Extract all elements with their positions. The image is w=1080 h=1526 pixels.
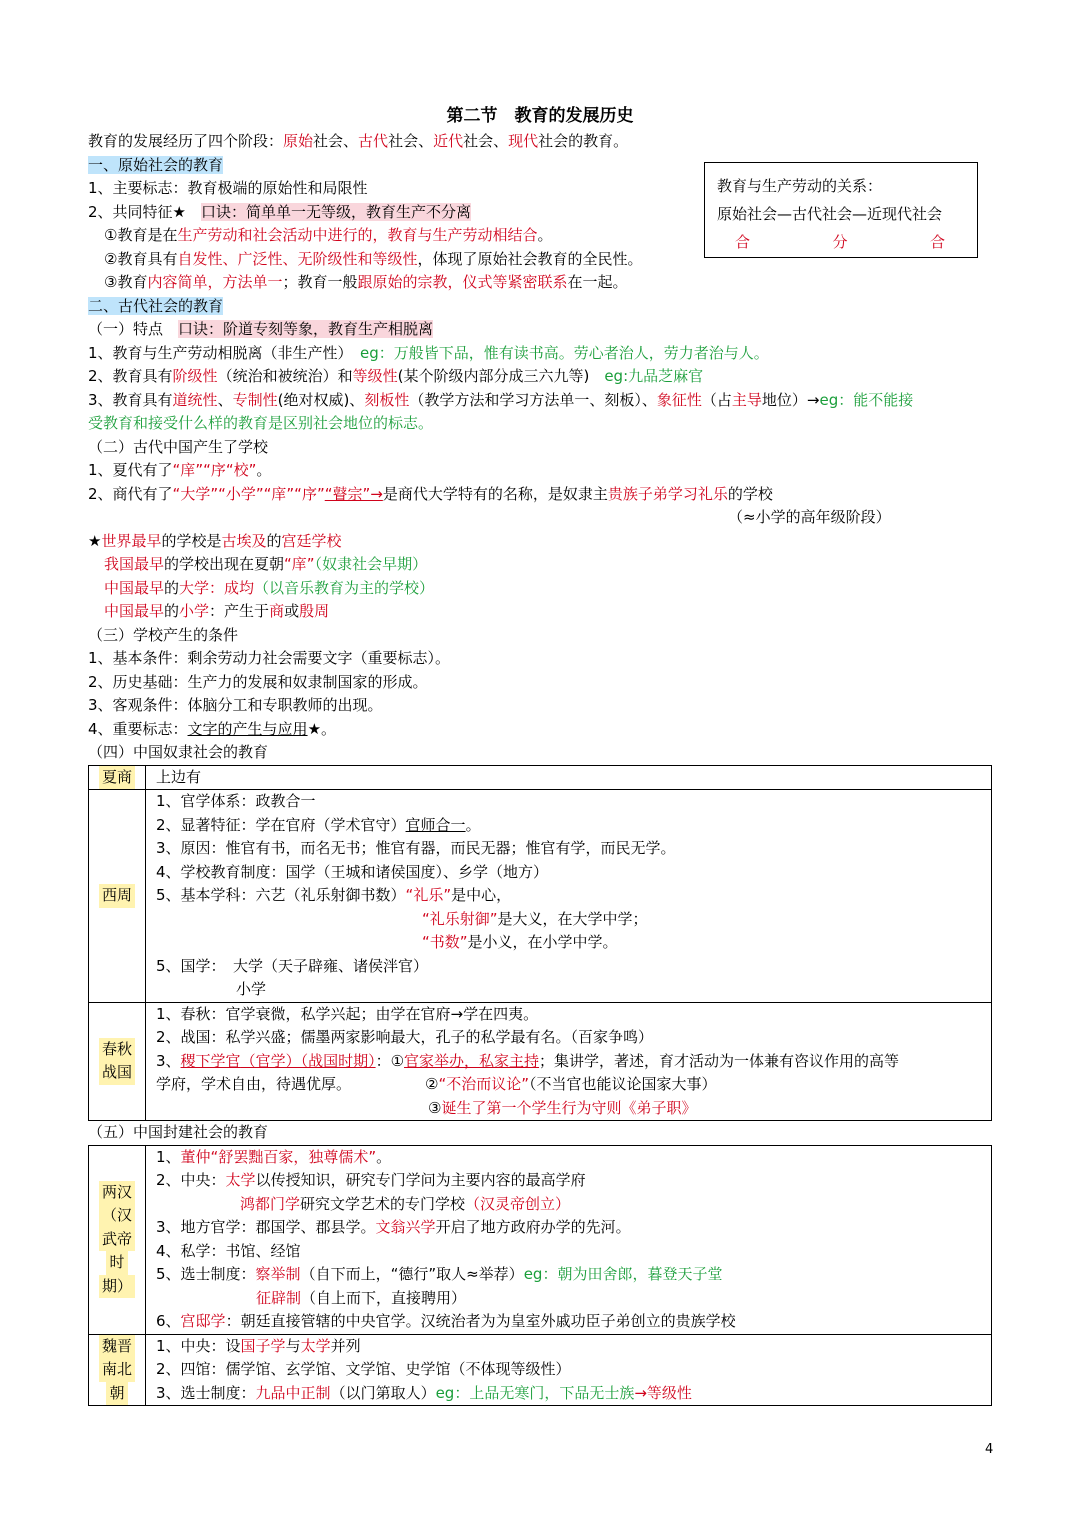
row-label: （汉 (99, 1204, 135, 1228)
row-label: 南北 (99, 1358, 135, 1382)
row-label: 魏晋 (99, 1335, 135, 1359)
cell-text: 鸿都门学研究文学艺术的专门学校（汉灵帝创立） (240, 1194, 571, 1213)
row-label: 期） (99, 1275, 135, 1299)
cell-text: 2、战国：私学兴盛；儒墨两家影响最大，孔子的私学最有名。（百家争鸣） (156, 1028, 654, 1046)
text-line: 1、主要标志：教育极端的原始性和局限性 (88, 179, 368, 197)
cell-text: 3、选士制度：九品中正制（以门第取人）eg：上品无寒门，下品无士族→等级性 (156, 1383, 692, 1402)
cell-text: 4、学校教育制度：国学（王城和诸侯国度）、乡学（地方） (156, 862, 549, 881)
table-row (89, 1334, 992, 1406)
text-line: ①教育是在生产劳动和社会活动中进行的，教育与生产劳动相结合。 (104, 226, 553, 244)
cell-text: 上边有 (156, 767, 202, 786)
text-line: 中国最早的小学：产生于商或殷周 (104, 602, 330, 620)
document-body (88, 102, 992, 1406)
cell-text: 2、显著特征：学在官府（学术官守）官师合一。 (156, 815, 481, 834)
cell-text: 1、中央：设国子学与太学并列 (156, 1336, 361, 1355)
table-row (89, 790, 992, 1003)
cell-text: ③诞生了第一个学生行为守则《弟子职》 (428, 1098, 697, 1117)
box-line-2: 原始社会—古代社会—近现代社会 (717, 205, 943, 223)
cell-text: 3、原因：惟官有书，而名无书；惟官有器，而民无器；惟官有学，而民无学。 (156, 839, 676, 857)
subheading: （二）古代中国产生了学校 (88, 437, 269, 456)
page-number: 4 (985, 1442, 994, 1457)
text-line: ★世界最早的学校是古埃及的宫廷学校 (88, 531, 342, 550)
row-label: 两汉 (99, 1181, 135, 1205)
row-label: 春秋 (99, 1038, 135, 1062)
row-label: 武帝 (99, 1228, 135, 1252)
cell-text: 1、董仲“舒罢黜百家，独尊儒术”。 (156, 1147, 392, 1166)
text-line: 3、客观条件：体脑分工和专职教师的出现。 (88, 696, 383, 714)
cell-text: 小学 (236, 980, 267, 998)
cell-text: 1、春秋：官学衰微，私学兴起；由学在官府→学在四夷。 (156, 1004, 539, 1023)
row-label: 朝 (106, 1382, 127, 1406)
cell-text: 5、基本学科：六艺（礼乐射御书数）“礼乐”是中心， (156, 886, 512, 904)
text-line: 2、商代有了“大学”“小学”“庠”“序”“瞽宗”→是商代大学特有的名称，是奴隶主贵族子弟学习礼乐的学校 (88, 484, 773, 503)
text-line: 2、教育具有阶级性（统治和被统治）和等级性(某个阶级内部分成三六九等) eg:九品芝麻官 (88, 367, 704, 385)
cell-text: 3、稷下学官（官学）（战国时期）：①官家举办，私家主持；集讲学，著述，育才活动为一体兼有咨议作用的高等 (156, 1051, 900, 1070)
text-line: 4、重要标志：文字的产生与应用★。 (88, 719, 337, 738)
text-line: 中国最早的大学：成均（以音乐教育为主的学校） (104, 578, 435, 597)
intro-line: 教育的发展经历了四个阶段：原始社会、古代社会、近代社会、现代社会的教育。 (88, 132, 629, 150)
text-line: 1、夏代有了“庠”“序“校”。 (88, 461, 272, 479)
row-label: 西周 (99, 884, 135, 908)
row-label: 夏商 (99, 766, 135, 790)
text-line: （一）特点 口诀：阶道专刻等象，教育生产相脱离 (88, 320, 434, 338)
cell-text: 3、地方官学：郡国学、郡县学。文翁兴学开启了地方政府办学的先河。 (156, 1218, 631, 1236)
text-line: 3、教育具有道统性、专制性(绝对权威)、刻板性（教学方法和学习方法单一、刻板）、象征性（占主导地位）→eg：能不能接 (88, 390, 914, 409)
subheading: （四）中国奴隶社会的教育 (88, 743, 269, 761)
cell-text: 学府，学术自由，待遇优厚。 ②“不治而议论”（不当官也能议论国家大事） (156, 1075, 717, 1093)
table-row (89, 1002, 992, 1121)
cell-text: 2、四馆：儒学馆、玄学馆、文学馆、史学馆（不体现等级性） (156, 1360, 571, 1378)
text-line: 1、基本条件：剩余劳动力社会需要文字（重要标志）。 (88, 649, 451, 667)
section-heading-primitive: 一、原始社会的教育 (88, 155, 224, 174)
cell-text: 5、选士制度：察举制（自下而上，“德行”取人≈举荐）eg：朝为田舍郎，暮登天子堂 (156, 1265, 723, 1283)
section-heading-ancient: 二、古代社会的教育 (88, 296, 224, 315)
text-line: 2、共同特征★ 口诀：简单单一无等级，教育生产不分离 (88, 202, 472, 221)
cell-text: 1、官学体系：政教合一 (156, 792, 316, 810)
text-line: 1、教育与生产劳动相脱离（非生产性） eg：万般皆下品，惟有读书高。劳心者治人，劳力者治与人。 (88, 343, 769, 362)
slave-society-table (88, 765, 992, 1122)
cell-text: 2、中央：太学以传授知识，研究专门学问为主要内容的最高学府 (156, 1171, 586, 1189)
box-line-1: 教育与生产劳动的关系： (717, 177, 883, 195)
table-row (89, 1145, 992, 1334)
box-word-1: 合 (735, 233, 751, 251)
subheading: （五）中国封建社会的教育 (88, 1123, 269, 1141)
cell-text: 征辟制（自上而下，直接聘用） (256, 1288, 467, 1307)
text-line: 受教育和接受什么样的教育是区别社会地位的标志。 (88, 414, 434, 432)
row-label: 战国 (99, 1061, 135, 1085)
feudal-society-table (88, 1145, 992, 1407)
table-row (89, 765, 992, 790)
text-line: 2、历史基础：生产力的发展和奴隶制国家的形成。 (88, 672, 428, 691)
box-word-3: 合 (929, 233, 945, 251)
text-line: （≈小学的高年级阶段） (728, 508, 891, 526)
row-label: 时 (106, 1251, 127, 1275)
cell-text: “礼乐射御”是大义，在大学中学； (422, 909, 648, 928)
cell-text: 4、私学：书馆、经馆 (156, 1241, 301, 1260)
cell-text: 6、宫邸学：朝廷直接管辖的中央官学。汉统治者为为皇室外戚功臣子弟创立的贵族学校 (156, 1312, 736, 1330)
page-title: 第二节 教育的发展历史 (446, 106, 634, 126)
box-word-2: 分 (832, 233, 848, 251)
cell-text: “书数”是小义，在小学中学。 (422, 933, 618, 951)
cell-text: 5、国学： 大学（天子辟雍、诸侯泮官） (156, 956, 429, 975)
text-line: ③教育内容简单，方法单一；教育一般跟原始的宗教，仪式等紧密联系在一起。 (104, 273, 628, 291)
subheading: （三）学校产生的条件 (88, 625, 239, 644)
text-line: ②教育具有自发性、广泛性、无阶级性和等级性，体现了原始社会教育的全民性。 (104, 249, 643, 268)
text-line: 我国最早的学校出现在夏朝“庠”（奴隶社会早期） (104, 555, 428, 573)
